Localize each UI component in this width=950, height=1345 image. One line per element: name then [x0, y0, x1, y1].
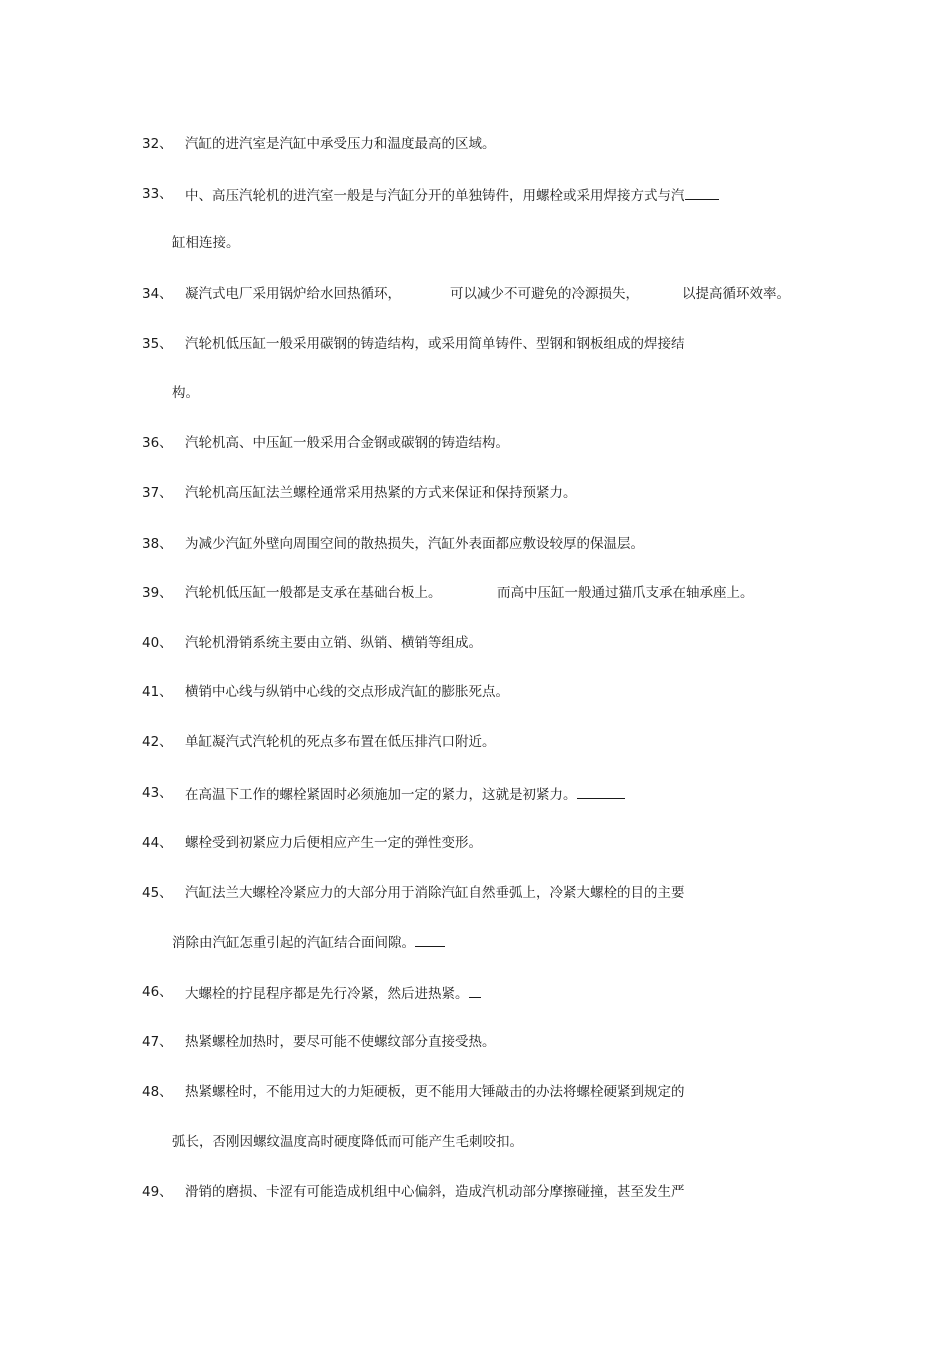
item-text-continued: 缸相连接。: [172, 235, 240, 251]
item-number: 43、: [142, 785, 173, 801]
item-text-continued: 消除由汽缸怎重引起的汽缸结合面间隙。: [172, 932, 445, 952]
item-text-part-b: 而高中压缸一般通过猫爪支承在轴承座上。: [497, 585, 754, 601]
item-text-part-c: 以提高循环效率。: [682, 286, 790, 302]
item-text: 汽缸法兰大螺栓冷紧应力的大部分用于消除汽缸自然垂弧上，冷紧大螺栓的目的主要: [185, 885, 685, 901]
item-text: 螺栓受到初紧应力后便相应产生一定的弹性变形。: [185, 835, 482, 851]
item-text: 在高温下工作的螺栓紧固时必须施加一定的紧力，这就是初紧力。: [185, 784, 625, 804]
item-number: 39、: [142, 585, 173, 601]
item-number: 35、: [142, 336, 173, 352]
answer-blank: [415, 932, 445, 947]
item-text: 汽轮机低压缸一般采用碳钢的铸造结构，或采用简单铸件、型钢和钢板组成的焊接结: [185, 336, 685, 352]
item-text: 汽缸的进汽室是汽缸中承受压力和温度最高的区域。: [185, 136, 496, 152]
item-number: 47、: [142, 1034, 173, 1050]
item-text-continued: 弧长，否刚因螺纹温度高时硬度降低而可能产生毛刺咬扣。: [172, 1134, 523, 1150]
item-number: 45、: [142, 885, 173, 901]
item-number: 44、: [142, 835, 173, 851]
answer-blank: [469, 983, 481, 998]
item-text-continued: 构。: [172, 385, 199, 401]
item-number: 49、: [142, 1184, 173, 1200]
item-number: 33、: [142, 186, 173, 202]
item-number: 32、: [142, 136, 173, 152]
item-number: 37、: [142, 485, 173, 501]
item-text: 热紧螺栓时，不能用过大的力矩硬板，更不能用大锤敲击的办法将螺栓硬紧到规定的: [185, 1084, 685, 1100]
answer-blank: [577, 784, 625, 799]
item-text: 热紧螺栓加热时，要尽可能不使螺纹部分直接受热。: [185, 1034, 496, 1050]
item-text: 中、高压汽轮机的进汽室一般是与汽缸分开的单独铸件，用螺栓或采用焊接方式与汽: [185, 185, 719, 205]
item-number: 48、: [142, 1084, 173, 1100]
item-text: 大螺栓的拧昆程序都是先行冷紧，然后进热紧。: [185, 983, 481, 1003]
item-text: 汽轮机滑销系统主要由立销、纵销、横销等组成。: [185, 635, 482, 651]
item-number: 42、: [142, 734, 173, 750]
answer-blank: [685, 185, 719, 200]
item-number: 36、: [142, 435, 173, 451]
item-text-part-b: 可以减少不可避免的冷源损失，: [450, 286, 639, 302]
item-number: 41、: [142, 684, 173, 700]
item-text: 横销中心线与纵销中心线的交点形成汽缸的膨胀死点。: [185, 684, 509, 700]
item-text-part-a: 汽轮机低压缸一般都是支承在基础台板上。: [185, 585, 442, 601]
item-number: 40、: [142, 635, 173, 651]
item-text: 汽轮机高、中压缸一般采用合金钢或碳钢的铸造结构。: [185, 435, 509, 451]
item-text: 为减少汽缸外壁向周围空间的散热损失，汽缸外表面都应敷设较厚的保温层。: [185, 536, 644, 552]
item-text: 单缸凝汽式汽轮机的死点多布置在低压排汽口附近。: [185, 734, 496, 750]
item-text: 滑销的磨损、卡涩有可能造成机组中心偏斜，造成汽机动部分摩擦碰撞，甚至发生严: [185, 1184, 685, 1200]
item-number: 38、: [142, 536, 173, 552]
item-text: 汽轮机高压缸法兰螺栓通常采用热紧的方式来保证和保持预紧力。: [185, 485, 577, 501]
item-number: 46、: [142, 984, 173, 1000]
item-text-part-a: 凝汽式电厂采用锅炉给水回热循环，: [185, 286, 401, 302]
item-number: 34、: [142, 286, 173, 302]
